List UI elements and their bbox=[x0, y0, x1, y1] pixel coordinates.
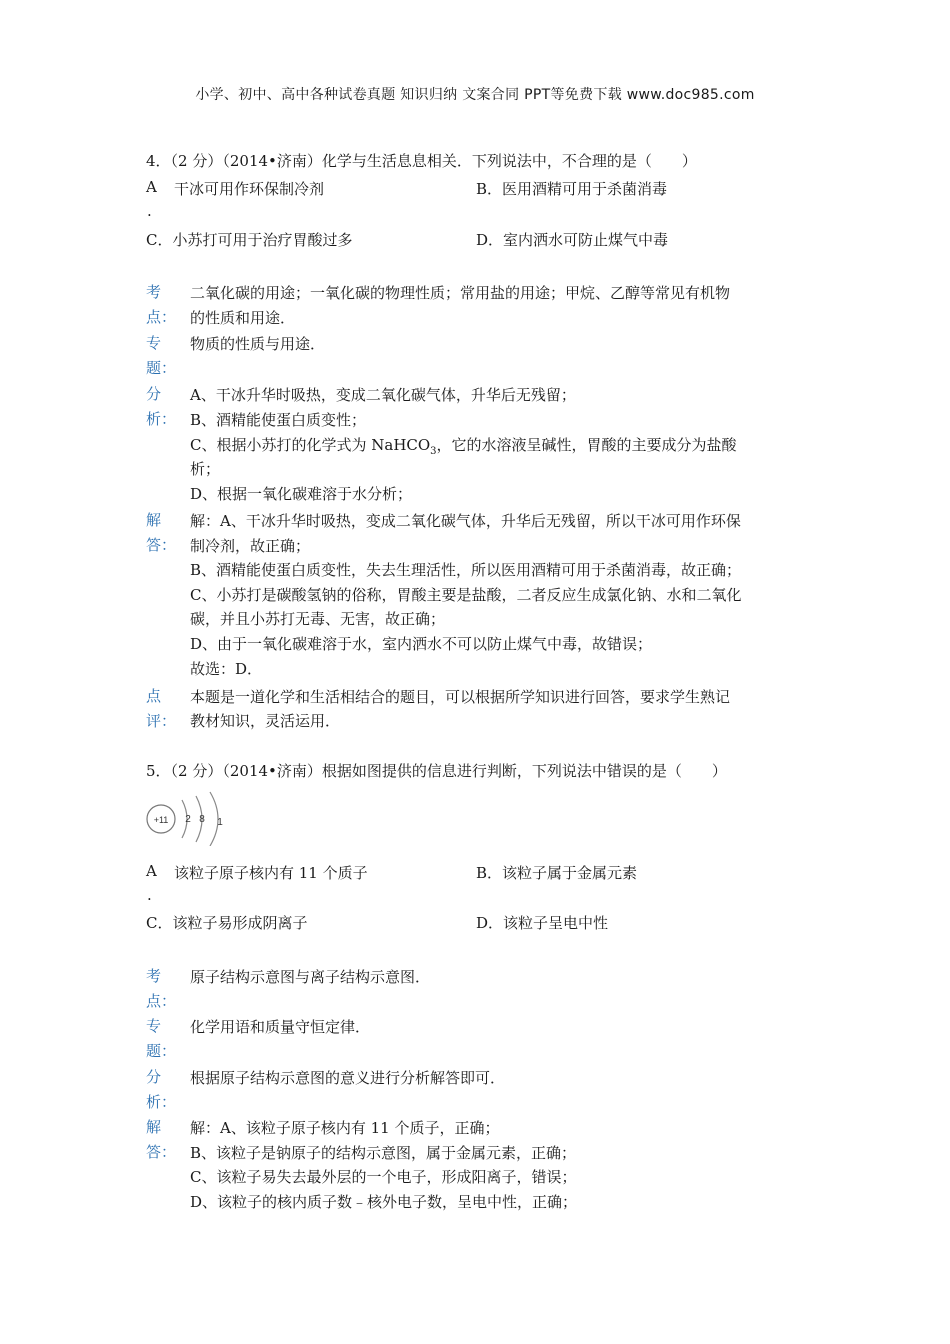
q4-fenxi-line-3: C、根据小苏打的化学式为 NaHCO$_3$，它的水溶液呈碱性，胃酸的主要成分为盐酸 bbox=[190, 436, 737, 457]
q4-jieda-line-1: 解：A、干冰升华时吸热，变成二氧化碳气体，升华后无残留，所以干冰可用作环保 bbox=[190, 512, 741, 530]
q4-option-a: 干冰可用作环保制冷剂 bbox=[174, 180, 325, 198]
q4-dianping-line-1: 本题是一道化学和生活相结合的题目，可以根据所学知识进行回答，要求学生熟记 bbox=[190, 688, 731, 706]
q5-jieda-line-1: 解：A、该粒子原子核内有 11 个质子，正确； bbox=[190, 1119, 500, 1137]
q4-fenxi-label: 分 析： bbox=[146, 385, 177, 428]
q4-option-c: C．小苏打可用于治疗胃酸过多 bbox=[146, 231, 353, 249]
q4-fenxi-line-1: A、干冰升华时吸热，变成二氧化碳气体，升华后无残留； bbox=[190, 386, 576, 404]
q4-option-a-dot: . bbox=[147, 202, 152, 220]
q4-jieda-line-4: C、小苏打是碳酸氢钠的俗称，胃酸主要是盐酸，二者反应生成氯化钠、水和二氧化 bbox=[190, 586, 742, 604]
q4-jieda-line-7: 故选：D． bbox=[190, 660, 263, 678]
page-header-banner: 小学、初中、高中各种试卷真题 知识归纳 文案合同 PPT等免费下载 www.doc985.com bbox=[195, 87, 755, 103]
q5-stem: 5．（2 分）（2014•济南）根据如图提供的信息进行判断，下列说法中错误的是（ ） bbox=[146, 762, 727, 780]
q5-kaodian-text: 原子结构示意图与离子结构示意图． bbox=[190, 968, 431, 986]
q5-jieda-line-3: C、该粒子易失去最外层的一个电子，形成阳离子，错误； bbox=[190, 1168, 577, 1186]
q5-option-a-dot: . bbox=[147, 886, 152, 904]
atom-structure-diagram bbox=[144, 786, 234, 846]
q4-kaodian-line-1: 二氧化碳的用途；一氧化碳的物理性质；常用盐的用途；甲烷、乙醇等常见有机物 bbox=[190, 284, 731, 302]
nucleus-charge: +11 bbox=[153, 815, 169, 825]
q4-jieda-line-3: B、酒精能使蛋白质变性，失去生理活性，所以医用酒精可用于杀菌消毒，故正确； bbox=[190, 561, 742, 579]
shell-2-electrons: 8 bbox=[199, 814, 205, 825]
q5-jieda-line-4: D、该粒子的核内质子数﹣核外电子数，呈电中性，正确； bbox=[190, 1193, 578, 1211]
q4-option-d: D．室内洒水可防止煤气中毒 bbox=[476, 231, 669, 249]
q5-option-c: C．该粒子易形成阴离子 bbox=[146, 914, 308, 932]
q4-jieda-label: 解 答： bbox=[146, 511, 177, 554]
q4-dianping-line-2: 教材知识，灵活运用． bbox=[190, 712, 341, 730]
q5-jieda-line-2: B、该粒子是钠原子的结构示意图，属于金属元素，正确； bbox=[190, 1144, 577, 1162]
q5-zhuanti-label: 专 题： bbox=[146, 1017, 177, 1060]
q5-fenxi-text: 根据原子结构示意图的意义进行分析解答即可． bbox=[190, 1069, 506, 1087]
q5-option-a-key: A bbox=[146, 862, 157, 880]
q4-fenxi-line-4: 析； bbox=[190, 460, 221, 478]
q4-fenxi-line-5: D、根据一氧化碳难溶于水分析； bbox=[190, 485, 413, 503]
q5-zhuanti-text: 化学用语和质量守恒定律． bbox=[190, 1018, 371, 1036]
q5-option-d: D．该粒子呈电中性 bbox=[476, 914, 609, 932]
q4-jieda-line-2: 制冷剂，故正确； bbox=[190, 537, 311, 555]
q4-jieda-line-5: 碳，并且小苏打无毒、无害，故正确； bbox=[190, 610, 446, 628]
q4-kaodian-line-2: 的性质和用途． bbox=[190, 309, 296, 327]
q4-kaodian-label: 考 点： bbox=[146, 283, 177, 326]
q4-zhuanti-label: 专 题： bbox=[146, 334, 177, 377]
q5-option-a: 该粒子原子核内有 11 个质子 bbox=[174, 864, 368, 882]
q4-zhuanti-text: 物质的性质与用途． bbox=[190, 335, 326, 353]
shell-1-electrons: 2 bbox=[185, 814, 191, 825]
q4-option-b: B．医用酒精可用于杀菌消毒 bbox=[476, 180, 668, 198]
q5-jieda-label: 解 答： bbox=[146, 1118, 177, 1161]
q5-fenxi-label: 分 析： bbox=[146, 1068, 177, 1111]
q5-kaodian-label: 考 点： bbox=[146, 967, 177, 1010]
q5-option-b: B．该粒子属于金属元素 bbox=[476, 864, 638, 882]
q4-option-a-key: A bbox=[146, 178, 157, 196]
q4-jieda-line-6: D、由于一氧化碳难溶于水，室内洒水不可以防止煤气中毒，故错误； bbox=[190, 635, 653, 653]
q4-dianping-label: 点 评： bbox=[146, 687, 177, 730]
q4-fenxi-line-2: B、酒精能使蛋白质变性； bbox=[190, 411, 367, 429]
shell-3-electrons: 1 bbox=[217, 817, 223, 828]
q4-stem: 4．（2 分）（2014•济南）化学与生活息息相关．下列说法中，不合理的是（ ） bbox=[146, 152, 697, 170]
